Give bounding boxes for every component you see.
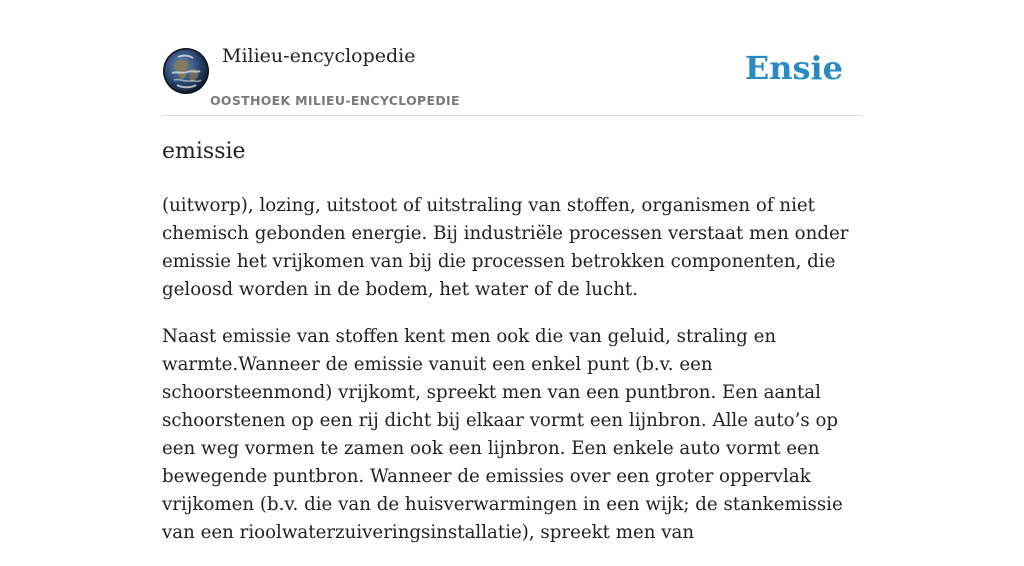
entry-title: emissie — [162, 139, 246, 164]
header — [162, 0, 862, 116]
entry-paragraph: Naast emissie van stoffen kent men ook die van geluid, straling en warmte.Wanneer de emissie vanuit een enkel punt (b.v. een schoorsteenmond) vrijkomt, spreekt men van een puntbron. Een aantal schoorstenen op een rij dicht bij elkaar vormt een lijnbron. Alle auto’s op een weg vormen te zamen ook een lijnbron. Een enkele auto vormt een bewegende puntbron. Wanneer de emissies over een groter oppervlak vrijkomen (b.v. die van de huisverwarmingen in een wijk; de stankemissie van een rioolwaterzuiveringsinstallatie), spreekt men van — [162, 326, 843, 543]
source-subtitle[interactable]: OOSTHOEK MILIEU-ENCYCLOPEDIE — [210, 93, 460, 108]
page — [162, 0, 862, 543]
entry-paragraph: (uitworp), lozing, uitstoot of uitstraling van stoffen, organismen of niet chemisch gebonden energie. Bij industriële processen verstaat men onder emissie het vrijkomen van bij die processen betrokken componenten, die geloosd worden in de bodem, het water of de lucht. — [162, 195, 849, 300]
brand-logo[interactable]: Ensie — [744, 49, 843, 87]
source-title[interactable]: Milieu-encyclopedie — [222, 45, 416, 67]
entry-content — [162, 192, 867, 566]
earth-globe-icon[interactable] — [162, 47, 210, 95]
